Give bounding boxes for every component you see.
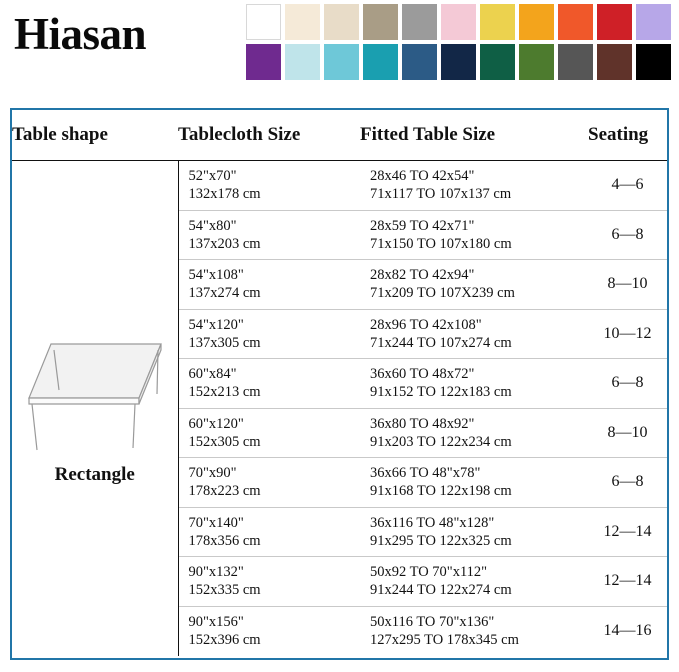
size-chart-card xyxy=(10,108,669,660)
brand-logo: Hiasan xyxy=(14,9,147,59)
cell-seating: 8—10 xyxy=(588,408,667,458)
cell-tablecloth-size: 90"x132" 152x335 cm xyxy=(178,557,360,607)
cell-fitted-table-size: 50x116 TO 70"x136" 127x295 TO 178x345 cm xyxy=(370,614,519,648)
cell-seating: 12—14 xyxy=(588,557,667,607)
cell-tablecloth-size: 54"x80" 137x203 cm xyxy=(178,210,360,260)
swatch-light-turquoise[interactable] xyxy=(324,44,359,80)
header-tablecloth-size: Tablecloth Size xyxy=(178,110,360,161)
cell-tablecloth-size: 60"x84" 152x213 cm xyxy=(178,359,360,409)
cell-seating: 8—10 xyxy=(588,260,667,310)
cell-seating: 12—14 xyxy=(588,507,667,557)
swatch-red[interactable] xyxy=(597,4,632,40)
swatch-lavender[interactable] xyxy=(636,4,671,40)
cell-fitted-table-size: 50x92 TO 70"x112" 91x244 TO 122x274 cm xyxy=(360,557,588,607)
swatch-slate-blue[interactable] xyxy=(402,44,437,80)
swatch-white[interactable] xyxy=(246,4,281,40)
table-row xyxy=(12,161,667,211)
cell-tablecloth-size: 54"x120" 137x305 cm xyxy=(178,309,360,359)
page-header xyxy=(0,0,679,96)
cell-fitted-table-size: 36x116 TO 48"x128" 91x295 TO 122x325 cm xyxy=(360,507,588,557)
swatch-pale-blue[interactable] xyxy=(285,44,320,80)
cell-tablecloth-size: 54"x108" 137x274 cm xyxy=(178,260,360,310)
cell-tablecloth-size: 90"x156" 152x396 cm xyxy=(188,614,261,648)
swatch-dark-gray[interactable] xyxy=(558,44,593,80)
cell-fitted-table-size: 36x80 TO 48x92" 91x203 TO 122x234 cm xyxy=(360,408,588,458)
swatch-beige[interactable] xyxy=(324,4,359,40)
swatch-ivory[interactable] xyxy=(285,4,320,40)
swatch-black[interactable] xyxy=(636,44,671,80)
swatch-gold[interactable] xyxy=(519,4,554,40)
cell-seating: 6—8 xyxy=(588,458,667,508)
shape-label-rectangle: Rectangle xyxy=(54,464,135,486)
header-seating: Seating xyxy=(588,110,667,161)
cell-tablecloth-size: 70"x90" 178x223 cm xyxy=(178,458,360,508)
swatch-yellow[interactable] xyxy=(480,4,515,40)
table-header-row xyxy=(12,110,667,161)
swatch-navy[interactable] xyxy=(441,44,476,80)
swatch-taupe[interactable] xyxy=(363,4,398,40)
header-table-shape: Table shape xyxy=(12,110,178,161)
cell-seating: 10—12 xyxy=(588,309,667,359)
cell-tablecloth-size: 70"x140" 178x356 cm xyxy=(178,507,360,557)
rectangle-table-icon xyxy=(21,338,169,458)
swatch-olive-green[interactable] xyxy=(519,44,554,80)
size-chart-table xyxy=(12,110,667,656)
cell-fitted-table-size: 36x66 TO 48"x78" 91x168 TO 122x198 cm xyxy=(360,458,588,508)
cell-seating: 4—6 xyxy=(588,161,667,211)
header-fitted-table-size: Fitted Table Size xyxy=(360,110,588,161)
swatch-orange[interactable] xyxy=(558,4,593,40)
cell-seating: 6—8 xyxy=(588,359,667,409)
cell-tablecloth-size: 52"x70" 132x178 cm xyxy=(178,161,360,211)
cell-fitted-table-size: 36x60 TO 48x72" 91x152 TO 122x183 cm xyxy=(360,359,588,409)
swatch-brown[interactable] xyxy=(597,44,632,80)
swatch-gray[interactable] xyxy=(402,4,437,40)
cell-tablecloth-size: 60"x120" 152x305 cm xyxy=(178,408,360,458)
cell-seating: 6—8 xyxy=(588,210,667,260)
cell-fitted-table-size: 28x82 TO 42x94" 71x209 TO 107X239 cm xyxy=(360,260,588,310)
shape-illustration-cell xyxy=(12,161,178,656)
swatch-purple[interactable] xyxy=(246,44,281,80)
swatch-hunter-green[interactable] xyxy=(480,44,515,80)
cell-fitted-table-size: 28x96 TO 42x108" 71x244 TO 107x274 cm xyxy=(360,309,588,359)
swatch-light-pink[interactable] xyxy=(441,4,476,40)
swatch-teal[interactable] xyxy=(363,44,398,80)
cell-fitted-table-size: 28x46 TO 42x54" 71x117 TO 107x137 cm xyxy=(360,161,588,211)
table-body xyxy=(12,161,667,656)
cell-fitted-table-size: 28x59 TO 42x71" 71x150 TO 107x180 cm xyxy=(360,210,588,260)
cell-seating: 14—16 xyxy=(603,622,652,639)
color-swatch-grid xyxy=(246,4,675,80)
